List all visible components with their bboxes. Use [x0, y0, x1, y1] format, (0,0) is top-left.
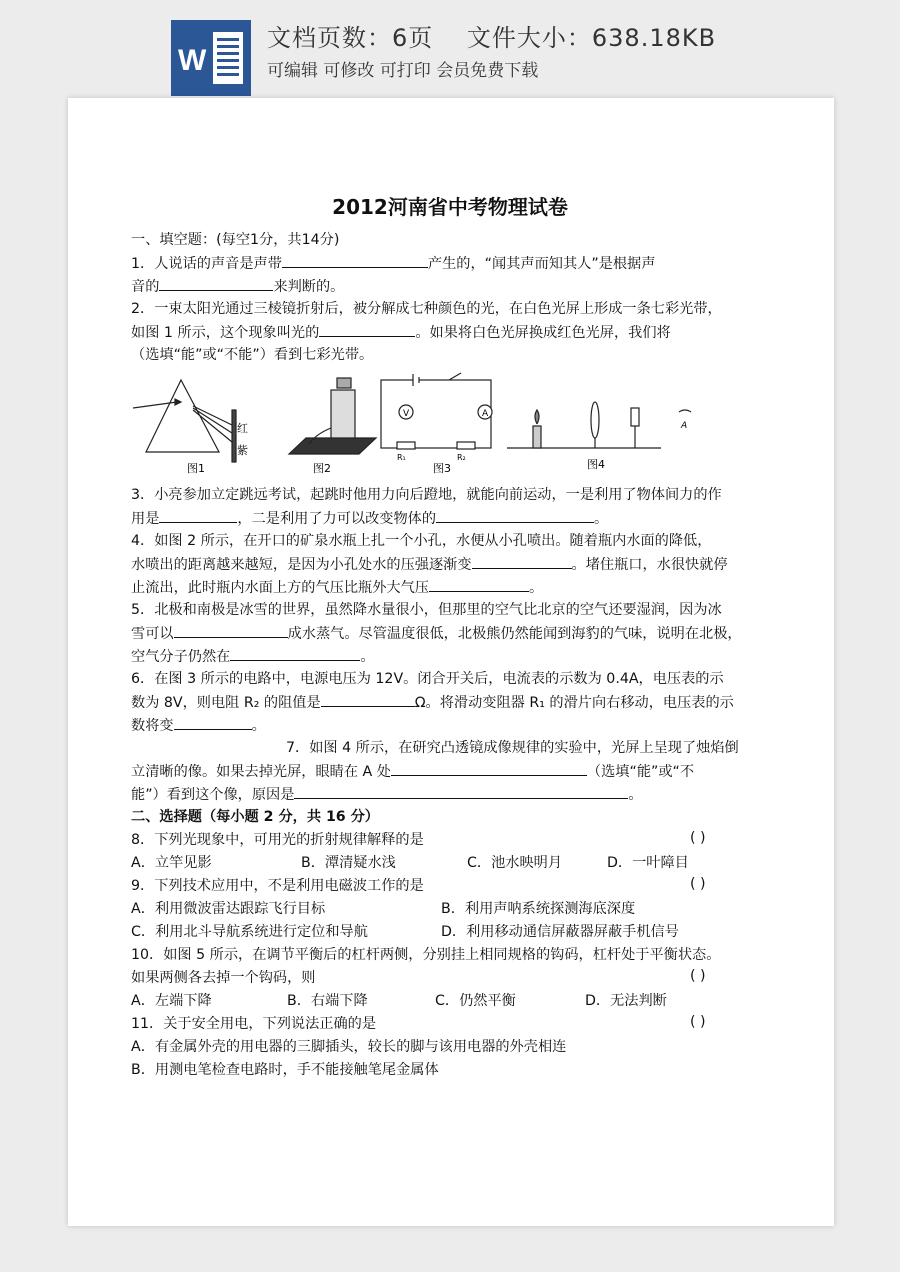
question-line: 4．如图 2 所示，在开口的矿泉水瓶上扎一个小孔，水便从小孔喷出。随着瓶内水面的降低， — [131, 533, 712, 549]
text: Ω。将滑动变阻器 R₁ 的滑片向右移动，电压表的示 — [414, 695, 734, 711]
text: 。如果将白色光屏换成红色光屏，我们将 — [415, 325, 671, 341]
text: 。堵住瓶口，水很快就停 — [571, 557, 728, 573]
voltmeter-label: V — [403, 409, 410, 419]
section-heading: 二、选择题（每小题 2 分，共 16 分） — [131, 809, 379, 825]
text: 。 — [360, 649, 375, 665]
answer-blank — [159, 276, 273, 291]
option: B．潭清疑水浅 — [301, 855, 396, 871]
ammeter-label: A — [482, 409, 489, 419]
question-line: 7．如图 4 所示，在研究凸透镜成像规律的实验中，光屏上呈现了烛焰倒 — [286, 740, 739, 756]
answer-blank — [230, 646, 360, 661]
word-icon — [171, 20, 251, 96]
fig4-a-label: A — [681, 421, 688, 431]
text: 。 — [594, 511, 609, 527]
answer-paren: ( ) — [690, 968, 706, 984]
answer-blank — [429, 577, 529, 592]
answer-paren: ( ) — [690, 876, 706, 892]
question-line: 11．关于安全用电，下列说法正确的是 — [131, 1016, 377, 1032]
option: C．池水映明月 — [467, 855, 563, 871]
question-line: （选填“能”或“不能”）看到七彩光带。 — [131, 347, 374, 363]
text: 成水蒸气。尽管温度很低，北极熊仍然能闻到海豹的气味，说明在北极， — [287, 626, 742, 642]
option: A．利用微波雷达跟踪飞行目标 — [131, 901, 326, 917]
text: ，二是利用了力可以改变物体的 — [237, 511, 437, 527]
text: （选填“能”或“不 — [586, 764, 695, 780]
answer-blank — [282, 253, 428, 268]
option-line: A．有金属外壳的用电器的三脚插头，较长的脚与该用电器的外壳相连 — [131, 1039, 567, 1055]
question-line — [131, 784, 643, 805]
text: 立清晰的像。如果去掉光屏，眼睛在 A 处 — [131, 764, 391, 780]
text: 数为 8V，则电阻 R₂ 的阻值是 — [131, 695, 321, 711]
text: 1．人说话的声音是声带 — [131, 256, 282, 272]
fig3-caption: 图3 — [433, 462, 451, 475]
fig4-caption: 图4 — [587, 458, 605, 471]
answer-paren: ( ) — [690, 830, 706, 846]
answer-paren: ( ) — [690, 1014, 706, 1030]
question-line — [131, 761, 694, 782]
question-line — [131, 322, 671, 343]
text: 如图 1 所示，这个现象叫光的 — [131, 325, 320, 341]
option: A．左端下降 — [131, 993, 212, 1009]
svg-text:W: W — [178, 44, 207, 77]
question-line: 5．北极和南极是冰雪的世界，虽然降水量很小，但那里的空气比北京的空气还要湿润，因为冰 — [131, 602, 722, 618]
answer-blank — [294, 784, 628, 799]
option: B．右端下降 — [287, 993, 368, 1009]
text: 产生的，“闻其声而知其人”是根据声 — [427, 256, 656, 272]
text: 用是 — [131, 511, 160, 527]
question-line — [131, 692, 734, 713]
answer-blank — [472, 554, 572, 569]
lens-figure — [507, 402, 691, 448]
question-line: 如果两侧各去掉一个钩码，则 — [131, 970, 316, 986]
question-line — [131, 554, 728, 575]
question-line — [131, 508, 608, 529]
option: C．利用北斗导航系统进行定位和导航 — [131, 924, 368, 940]
question-line — [131, 577, 543, 598]
text: 。 — [628, 787, 643, 803]
question-line: 6．在图 3 所示的电路中，电源电压为 12V。闭合开关后，电流表的示数为 0.4A，电压表的示 — [131, 671, 724, 687]
answer-blank — [174, 623, 288, 638]
text: 水喷出的距离越来越短，是因为小孔处水的压强逐渐变 — [131, 557, 472, 573]
text: 来判断的。 — [273, 279, 345, 295]
option: D．一叶障目 — [607, 855, 689, 871]
text: 音的 — [131, 279, 160, 295]
answer-blank — [391, 761, 587, 776]
question-line — [131, 253, 655, 274]
prism-figure — [133, 380, 236, 462]
download-banner — [0, 0, 900, 96]
question-line: 8．下列光现象中，可用光的折射规律解释的是 — [131, 832, 424, 848]
text: 。 — [528, 580, 544, 596]
r1-label: R₁ — [397, 453, 406, 462]
question-line: 3．小亮参加立定跳远考试，起跳时他用力向后蹬地，就能向前运动，一是利用了物体间力的作 — [131, 487, 722, 503]
figures-strip — [131, 370, 696, 480]
option: D．利用移动通信屏蔽器屏蔽手机信号 — [441, 924, 679, 940]
text: 数将变 — [131, 718, 174, 734]
text: 能”）看到这个像，原因是 — [131, 787, 295, 803]
answer-blank — [159, 508, 237, 523]
answer-blank — [436, 508, 594, 523]
answer-blank — [321, 692, 415, 707]
fig2-caption: 图2 — [313, 462, 331, 475]
text: 空气分子仍然在 — [131, 649, 231, 665]
question-line: 10．如图 5 所示，在调节平衡后的杠杆两侧，分别挂上相同规格的钩码，杠杆处于平衡状态。 — [131, 947, 721, 963]
section-heading: 一、填空题：(每空1分，共14分) — [131, 232, 340, 248]
text: 雪可以 — [131, 626, 174, 642]
question-line: 9．下列技术应用中，不是利用电磁波工作的是 — [131, 878, 424, 894]
text: 。 — [251, 718, 266, 734]
fig1-purple-label: 紫 — [237, 444, 248, 457]
option: A．立竿见影 — [131, 855, 212, 871]
question-line — [131, 276, 344, 297]
bottle-figure — [289, 378, 376, 454]
option-line: B．用测电笔检查电路时，手不能接触笔尾金属体 — [131, 1062, 439, 1078]
banner-subtitle: 可编辑 可修改 可打印 会员免费下载 — [267, 61, 539, 81]
option: C．仍然平衡 — [435, 993, 516, 1009]
question-line — [131, 623, 742, 644]
fig1-caption: 图1 — [187, 462, 205, 475]
text: 止流出，此时瓶内水面上方的气压比瓶外大气压 — [131, 580, 429, 596]
option: B．利用声呐系统探测海底深度 — [441, 901, 636, 917]
answer-blank — [174, 715, 252, 730]
option: D．无法判断 — [585, 993, 667, 1009]
question-line — [131, 715, 266, 736]
circuit-figure — [381, 373, 492, 449]
answer-blank — [319, 322, 415, 337]
page-title: 2012河南省中考物理试卷 — [332, 195, 568, 219]
question-line — [131, 646, 375, 667]
fig1-red-label: 红 — [237, 422, 248, 435]
banner-title: 文档页数：6页 文件大小：638.18KB — [267, 24, 717, 52]
r2-label: R₂ — [457, 453, 466, 462]
question-line: 2．一束太阳光通过三棱镜折射后，被分解成七种颜色的光，在白色光屏上形成一条七彩光带， — [131, 301, 722, 317]
